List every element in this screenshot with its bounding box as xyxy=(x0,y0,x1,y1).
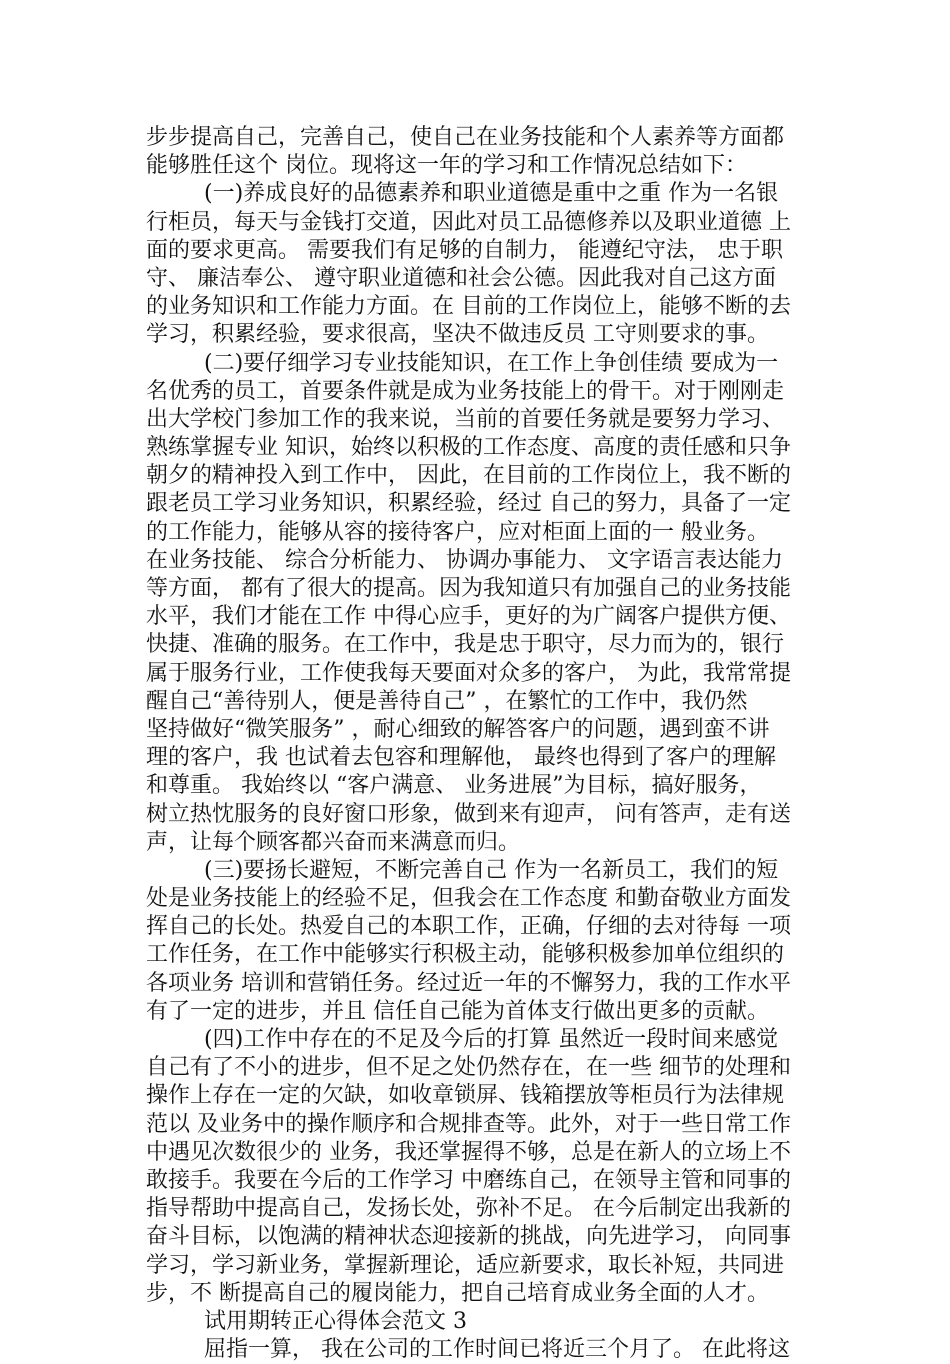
text-line: 快捷、准确的服务。在工作中，我是忠于职守，尽力而为的，银行 xyxy=(146,632,785,658)
text-line: 树立热忱服务的良好窗口形象，做到来有迎声， 问有答声，走有送 xyxy=(146,801,791,827)
document-body xyxy=(146,124,806,1364)
text-line: 跟老员工学习业务知识，积累经验，经过 自己的努力，具备了一定 xyxy=(146,491,791,517)
article-title: 试用期转正心得体会范文 3 xyxy=(204,1308,467,1334)
section-heading-3: (三)要扬长避短，不断完善自己 作为一名新员工，我们的短 xyxy=(204,857,779,883)
section-heading-1: (一)养成良好的品德素养和职业道德是重中之重 作为一名银 xyxy=(204,181,779,207)
text-line: 有了一定的进步，并且 信任自己能为首体支行做出更多的贡献。 xyxy=(146,998,769,1024)
text-line: 的工作能力，能够从容的接待客户，应对柜面上面的一 般业务。 xyxy=(146,519,769,545)
text-line: 能够胜任这个 岗位。现将这一年的学习和工作情况总结如下： xyxy=(146,153,747,179)
text-line: 自己有了不小的进步，但不足之处仍然存在，在一些 细节的处理和 xyxy=(146,1055,791,1081)
text-line: 朝夕的精神投入到工作中， 因此，在目前的工作岗位上，我不断的 xyxy=(146,463,791,489)
text-line: 奋斗目标，以饱满的精神状态迎接新的挑战，向先进学习， 向同事 xyxy=(146,1224,791,1250)
text-line: 挥自己的长处。热爱自己的本职工作，正确，仔细的去对待每 一项 xyxy=(146,914,791,940)
section-heading-4: (四)工作中存在的不足及今后的打算 虽然近一段时间来感觉 xyxy=(204,1027,779,1052)
text-line: 指导帮助中提高自己，发扬长处，弥补不足。 在今后制定出我新的 xyxy=(146,1196,791,1222)
text-line: 学习，积累经验，要求很高，坚决不做违反员 工守则要求的事。 xyxy=(146,322,769,348)
text-line: 属于服务行业，工作使我每天要面对众多的客户， 为此，我常常提 xyxy=(146,660,791,686)
text-line: 名优秀的员工，首要条件就是成为业务技能上的骨干。对于刚刚走 xyxy=(146,378,785,404)
text-line: 步步提高自己，完善自己，使自己在业务技能和个人素养等方面都 xyxy=(146,125,785,150)
text-line: 各项业务 培训和营销任务。经过近一年的不懈努力，我的工作水平 xyxy=(146,970,791,996)
text-line: 熟练掌握专业 知识，始终以积极的工作态度、高度的责任感和只争 xyxy=(146,435,791,461)
text-line: 处是业务技能上的经验不足，但我会在工作态度 和勤奋敬业方面发 xyxy=(146,886,791,912)
text-line: 屈指一算， 我在公司的工作时间已将近三个月了。 在此将这 xyxy=(204,1337,790,1363)
text-line: 声，让每个顾客都兴奋而来满意而归。 xyxy=(146,829,521,855)
text-line: 在业务技能、 综合分析能力、 协调办事能力、 文字语言表达能力 xyxy=(146,547,783,573)
text-line: 水平，我们才能在工作 中得心应手，更好的为广阔客户提供方便、 xyxy=(146,604,791,630)
text-line: 面的要求更高。 需要我们有足够的自制力， 能遵纪守法， 忠于职 xyxy=(146,237,783,263)
text-line: 醒自己“善待别人，便是善待自己” ，在繁忙的工作中，我仍然 xyxy=(146,688,748,714)
text-line: 和尊重。 我始终以 “客户满意、 业务进展”为目标，搞好服务， xyxy=(146,773,762,799)
text-line: 工作任务，在工作中能够实行积极主动，能够积极参加单位组织的 xyxy=(146,942,785,968)
text-line: 守、 廉洁奉公、 遵守职业道德和社会公德。因此我对自己这方面 xyxy=(146,265,776,291)
section-heading-2: (二)要仔细学习专业技能知识，在工作上争创佳绩 要成为一 xyxy=(204,350,779,376)
text-line: 操作上存在一定的欠缺，如收章锁屏、钱箱摆放等柜员行为法律规 xyxy=(146,1083,785,1109)
text-line: 理的客户，我 也试着去包容和理解他， 最终也得到了客户的理解 xyxy=(146,745,776,771)
text-line: 步，不 断提高自己的履岗能力，把自己培育成业务全面的人才。 xyxy=(146,1280,769,1306)
text-line: 的业务知识和工作能力方面。在 目前的工作岗位上，能够不断的去 xyxy=(146,294,791,320)
text-line: 范以 及业务中的操作顺序和合规排查等。此外，对于一些日常工作 xyxy=(146,1111,791,1137)
text-line: 敢接手。我要在今后的工作学习 中磨练自己，在领导主管和同事的 xyxy=(146,1167,791,1193)
text-line: 出大学校门参加工作的我来说，当前的首要任务就是要努力学习、 xyxy=(146,406,785,432)
text-line: 行柜员，每天与金钱打交道，因此对员工品德修养以及职业道德 上 xyxy=(146,209,791,235)
text-line: 等方面， 都有了很大的提高。因为我知道只有加强自己的业务技能 xyxy=(146,576,791,601)
text-line: 中遇见次数很少的 业务，我还掌握得不够，总是在新人的立场上不 xyxy=(146,1139,791,1165)
text-line: 学习，学习新业务，掌握新理论，适应新要求，取长补短，共同进 xyxy=(146,1252,785,1278)
text-line: 坚持做好“微笑服务” ，耐心细致的解答客户的问题，遇到蛮不讲 xyxy=(146,716,770,742)
